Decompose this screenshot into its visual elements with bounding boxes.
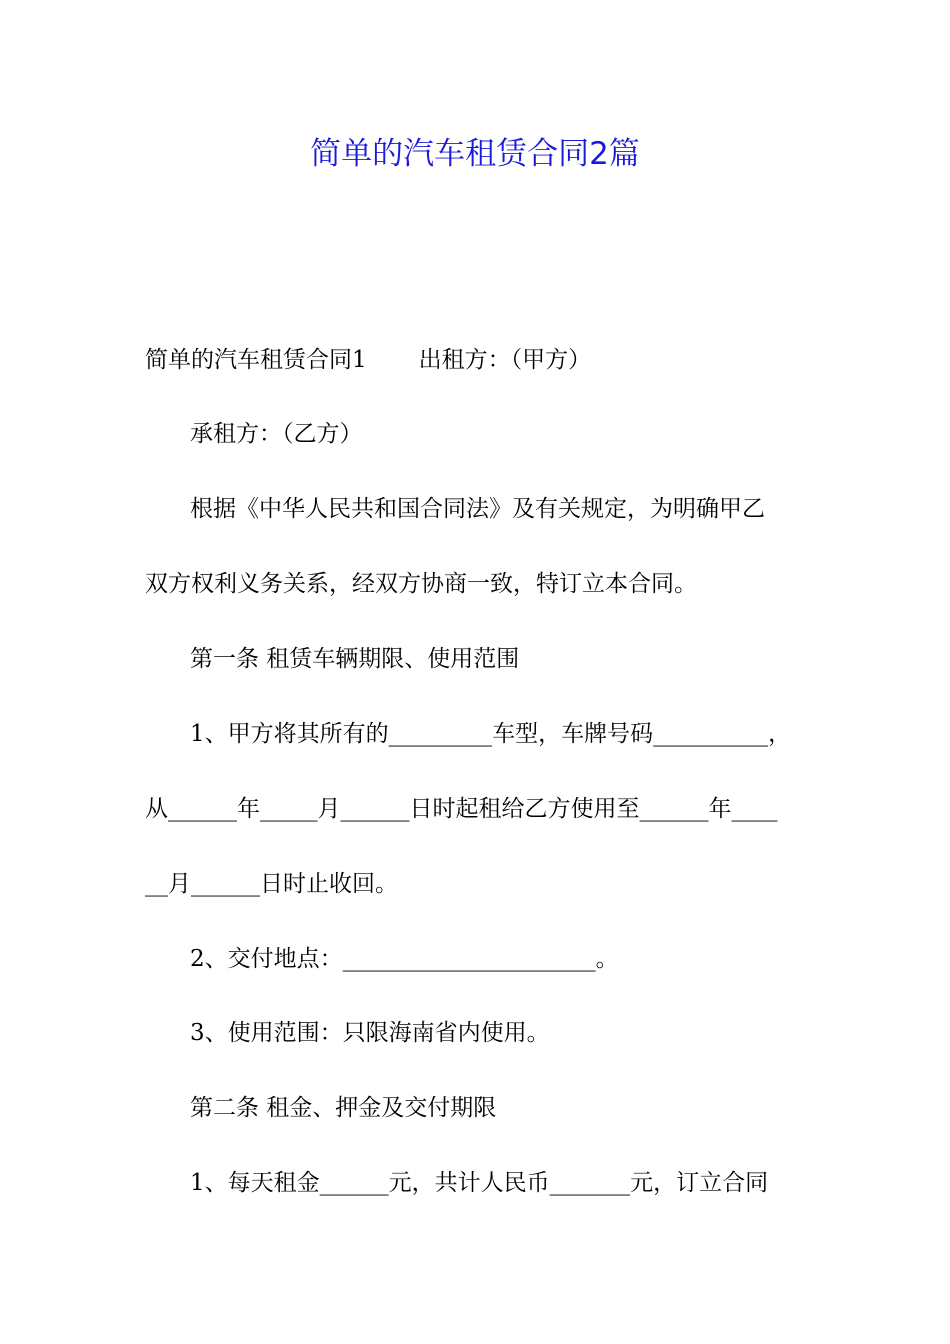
article-1-heading: 第一条 租赁车辆期限、使用范围 xyxy=(190,646,520,672)
clause-1-2: 2、交付地点：______________________。 xyxy=(190,946,619,972)
document-title: 简单的汽车租赁合同2篇 xyxy=(310,136,640,172)
contract-heading-line xyxy=(145,342,815,378)
contract-subtitle: 简单的汽车租赁合同1 xyxy=(145,347,367,373)
article-2-heading: 第二条 租金、押金及交付期限 xyxy=(190,1095,497,1121)
clause-1-1-line-2: 从______年_____月______日时起租给乙方使用至______年____ xyxy=(145,796,778,822)
preamble-line-1: 根据《中华人民共和国合同法》及有关规定，为明确甲乙 xyxy=(190,496,765,522)
clause-1-3: 3、使用范围：只限海南省内使用。 xyxy=(190,1020,550,1046)
clause-1-1-line-3: __月______日时止收回。 xyxy=(145,871,398,897)
clause-2-1-line-1: 1、每天租金______元，共计人民币_______元，订立合同 xyxy=(190,1170,769,1196)
lessee-label: 承租方：（乙方） xyxy=(190,421,363,447)
preamble-line-2: 双方权利义务关系，经双方协商一致，特订立本合同。 xyxy=(145,571,697,597)
clause-1-1-line-1: 1、甲方将其所有的_________车型，车牌号码__________， xyxy=(190,721,792,747)
lessor-label: 出租方：（甲方） xyxy=(418,347,592,373)
